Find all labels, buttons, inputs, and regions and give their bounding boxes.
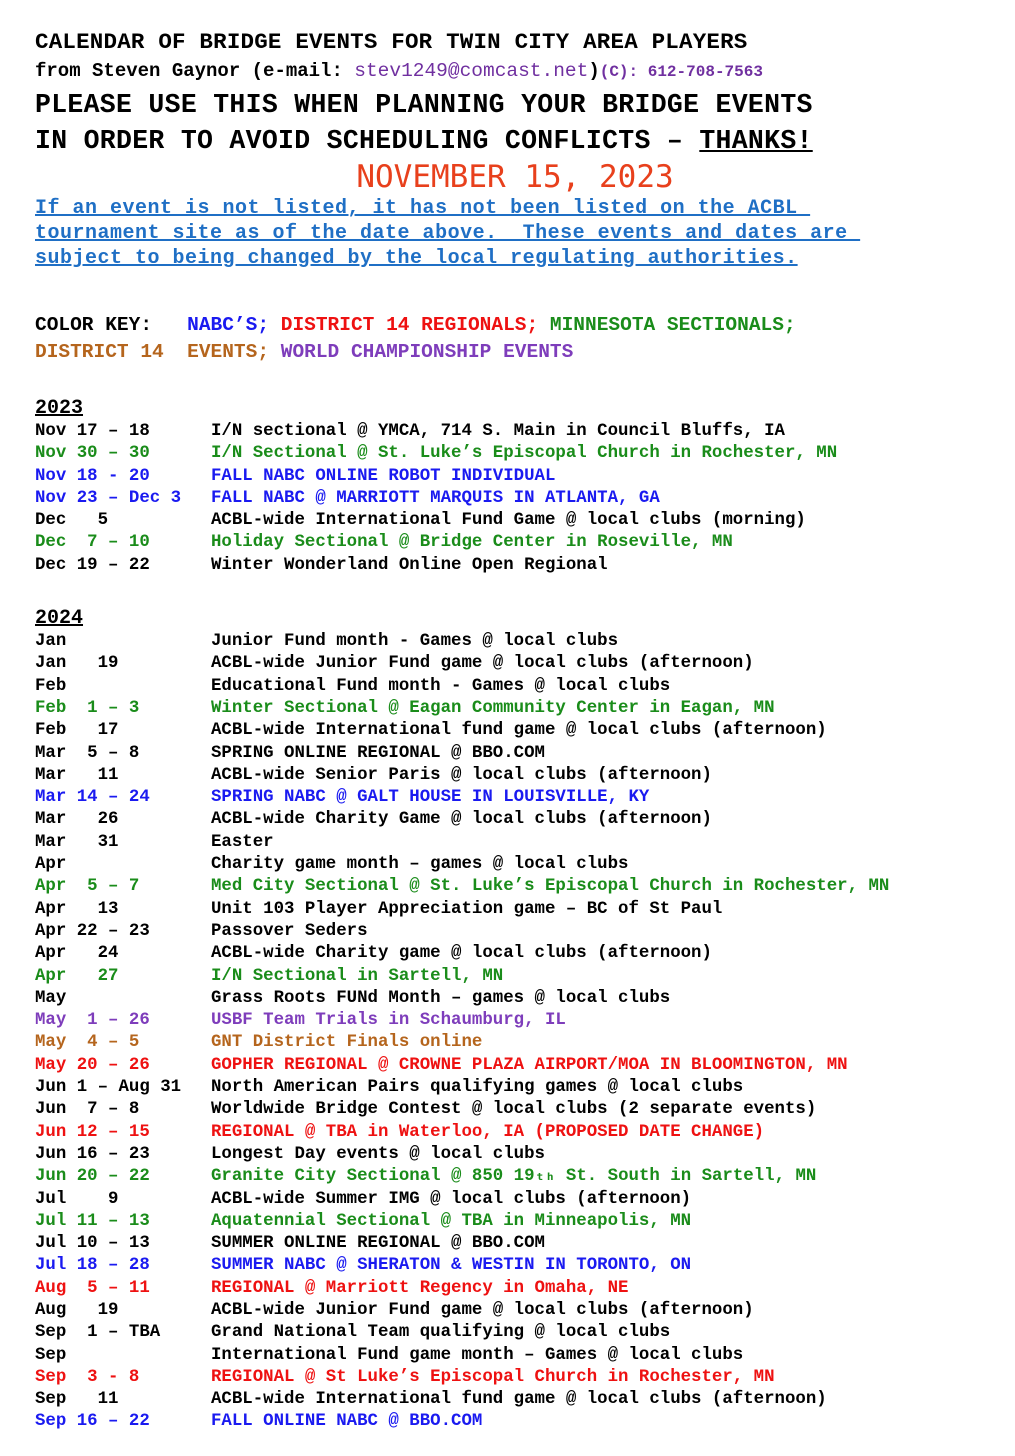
event-date: Nov 23 – Dec 3 — [35, 488, 182, 508]
thanks-text: THANKS! — [699, 126, 813, 156]
event-date: Feb 1 – 3 — [35, 698, 140, 718]
event-date: Jul 18 – 28 — [35, 1256, 150, 1276]
author-phone: (C): 612-708-7563 — [599, 63, 763, 81]
event-date: Aug 5 – 11 — [35, 1278, 150, 1298]
event-description: I/N Sectional @ St. Luke’s Episcopal Church in Rochester, MN — [211, 444, 838, 464]
event-description: I/N sectional @ YMCA, 714 S. Main in Council Bluffs, IA — [211, 422, 785, 441]
event-date: Apr 24 — [35, 944, 119, 964]
event-row — [35, 921, 1010, 943]
calendar-date: NOVEMBER 15, 2023 — [356, 159, 674, 195]
event-description: ACBL-wide Charity game @ local clubs (afternoon) — [211, 944, 712, 964]
event-date: Nov 17 – 18 — [35, 422, 150, 441]
event-row — [35, 854, 1010, 876]
event-date: Jan — [35, 632, 67, 652]
event-description: Winter Sectional @ Eagan Community Center in Eagan, MN — [211, 698, 775, 718]
event-row — [35, 510, 1010, 532]
event-date: Apr 22 – 23 — [35, 921, 150, 941]
event-row — [35, 1389, 1010, 1411]
event-row — [35, 555, 1010, 577]
event-date: Dec 5 — [35, 511, 109, 531]
event-date: Nov 30 – 30 — [35, 444, 150, 464]
event-row — [35, 1300, 1010, 1322]
document-title: CALENDAR OF BRIDGE EVENTS FOR TWIN CITY AREA PLAYERS — [35, 29, 748, 55]
event-description: SUMMER NABC @ SHERATON & WESTIN IN TORONTO, ON — [211, 1256, 692, 1276]
event-row — [35, 421, 1010, 443]
color-key-regionals: DISTRICT 14 REGIONALS; — [269, 314, 539, 336]
event-row — [35, 1010, 1010, 1032]
event-date: May 4 – 5 — [35, 1033, 140, 1053]
event-date: May — [35, 988, 67, 1008]
event-date: Feb 17 — [35, 721, 119, 741]
event-row — [35, 1278, 1010, 1300]
event-row — [35, 631, 1010, 653]
event-description: Holiday Sectional @ Bridge Center in Roseville, MN — [211, 533, 733, 553]
color-key-nabc: NABC’S; — [187, 314, 270, 336]
event-row — [35, 787, 1010, 809]
event-description: International Fund game month – Games @ local clubs — [211, 1345, 744, 1365]
event-row — [35, 532, 1010, 554]
event-row — [35, 1411, 1010, 1433]
event-description: FALL NABC @ MARRIOTT MARQUIS IN ATLANTA, GA — [211, 488, 660, 508]
event-row — [35, 809, 1010, 831]
color-key-label: COLOR KEY: — [35, 314, 188, 336]
disclaimer-line: tournament site as of the date above. These events and dates are — [35, 222, 861, 245]
event-date: Apr 27 — [35, 966, 119, 986]
event-description: GNT District Finals online — [211, 1033, 483, 1053]
event-date: Mar 5 – 8 — [35, 743, 140, 763]
event-row — [35, 1189, 1010, 1211]
event-date: Jul 10 – 13 — [35, 1234, 150, 1254]
event-description: Educational Fund month - Games @ local clubs — [211, 676, 671, 696]
event-row — [35, 1055, 1010, 1077]
event-date: Apr 5 – 7 — [35, 877, 140, 897]
event-description: Med City Sectional @ St. Luke’s Episcopal Church in Rochester, MN — [211, 877, 890, 897]
event-row — [35, 1367, 1010, 1389]
event-date: Dec 7 – 10 — [35, 533, 150, 553]
event-date: Nov 18 - 20 — [35, 466, 150, 486]
event-date: Jun 16 – 23 — [35, 1144, 150, 1164]
event-row — [35, 1255, 1010, 1277]
author-line — [35, 56, 1010, 87]
planning-notice-text: IN ORDER TO AVOID SCHEDULING CONFLICTS – — [35, 126, 700, 156]
event-row — [35, 1032, 1010, 1054]
event-description: Worldwide Bridge Contest @ local clubs (2 separate events) — [211, 1100, 817, 1120]
event-description: ACBL-wide Senior Paris @ local clubs (afternoon) — [211, 765, 712, 785]
event-description: ACBL-wide Summer IMG @ local clubs (afternoon) — [211, 1189, 692, 1209]
event-description: Aquatennial Sectional @ TBA in Minneapolis, MN — [211, 1211, 692, 1231]
event-description: FALL ONLINE NABC @ BBO.COM — [211, 1412, 483, 1432]
event-row — [35, 1345, 1010, 1367]
event-date: Jan 19 — [35, 654, 119, 674]
event-description: REGIONAL @ St Luke’s Episcopal Church in Rochester, MN — [211, 1367, 775, 1387]
event-date: Mar 26 — [35, 810, 119, 830]
event-row — [35, 1144, 1010, 1166]
color-key-sectionals: MINNESOTA SECTIONALS; — [538, 314, 796, 336]
event-row — [35, 899, 1010, 921]
event-description: ACBL-wide International fund game @ local clubs (afternoon) — [211, 721, 827, 741]
event-description: SUMMER ONLINE REGIONAL @ BBO.COM — [211, 1234, 545, 1254]
event-description: FALL NABC ONLINE ROBOT INDIVIDUAL — [211, 466, 556, 486]
event-description: GOPHER REGIONAL @ CROWNE PLAZA AIRPORT/MOA IN BLOOMINGTON, MN — [211, 1055, 848, 1075]
event-description: Junior Fund month - Games @ local clubs — [211, 632, 619, 652]
disclaimer-note — [35, 195, 1010, 272]
event-description: Passover Seders — [211, 921, 368, 941]
color-key-world: WORLD CHAMPIONSHIP EVENTS — [269, 341, 574, 363]
event-row — [35, 676, 1010, 698]
event-row — [35, 443, 1010, 465]
event-date: Mar 11 — [35, 765, 119, 785]
event-row — [35, 698, 1010, 720]
author-email-link[interactable]: stev1249@comcast.net — [354, 60, 589, 82]
event-description: Easter — [211, 832, 274, 852]
event-description: ACBL-wide International Fund Game @ local clubs (morning) — [211, 511, 806, 531]
event-row — [35, 832, 1010, 854]
event-date: Mar 14 – 24 — [35, 788, 150, 808]
author-prefix: from Steven Gaynor (e-mail: — [35, 60, 355, 82]
author-close: ) — [588, 60, 600, 82]
event-date: May 20 – 26 — [35, 1055, 150, 1075]
event-description: North American Pairs qualifying games @ local clubs — [211, 1078, 744, 1098]
event-description: SPRING ONLINE REGIONAL @ BBO.COM — [211, 743, 545, 763]
event-row — [35, 1211, 1010, 1233]
event-date: Sep — [35, 1345, 67, 1365]
event-description: ACBL-wide Charity Game @ local clubs (afternoon) — [211, 810, 712, 830]
event-date: Jul 11 – 13 — [35, 1211, 150, 1231]
event-description: ACBL-wide Junior Fund game @ local clubs (afternoon) — [211, 654, 754, 674]
event-date: Sep 11 — [35, 1390, 119, 1410]
color-key-line-2 — [35, 339, 1010, 366]
event-row — [35, 1322, 1010, 1344]
event-description: Longest Day events @ local clubs — [211, 1144, 545, 1164]
color-key-district-events: DISTRICT 14 EVENTS; — [35, 341, 270, 363]
event-date: May 1 – 26 — [35, 1011, 150, 1031]
event-description: ACBL-wide Junior Fund game @ local clubs (afternoon) — [211, 1300, 754, 1320]
color-key — [35, 312, 1010, 339]
event-description: I/N Sectional in Sartell, MN — [211, 966, 504, 986]
event-row — [35, 988, 1010, 1010]
event-description: Grand National Team qualifying @ local clubs — [211, 1323, 671, 1343]
event-date: Feb — [35, 676, 67, 696]
event-date: Apr — [35, 855, 67, 875]
event-row — [35, 1099, 1010, 1121]
year-heading: 2024 — [35, 607, 84, 631]
calendar-document — [35, 28, 1010, 1434]
event-date: Jun 1 – Aug 31 — [35, 1078, 182, 1098]
event-date: Mar 31 — [35, 832, 119, 852]
year-section-2023 — [35, 397, 1010, 577]
year-heading: 2023 — [35, 397, 84, 420]
planning-notice-line-1: PLEASE USE THIS WHEN PLANNING YOUR BRIDGE EVENTS — [35, 90, 813, 120]
event-date: Jul 9 — [35, 1189, 119, 1209]
event-row — [35, 653, 1010, 675]
disclaimer-line: subject to being changed by the local regulating authorities. — [35, 247, 798, 270]
event-row — [35, 876, 1010, 898]
event-row — [35, 466, 1010, 488]
event-date: Jun 20 – 22 — [35, 1167, 150, 1187]
event-date: Apr 13 — [35, 899, 119, 919]
event-row — [35, 743, 1010, 765]
event-description: USBF Team Trials in Schaumburg, IL — [211, 1011, 566, 1031]
event-row — [35, 1166, 1010, 1188]
event-description: REGIONAL @ TBA in Waterloo, IA (PROPOSED DATE CHANGE) — [211, 1122, 765, 1142]
event-row — [35, 720, 1010, 742]
event-row — [35, 765, 1010, 787]
event-description: REGIONAL @ Marriott Regency in Omaha, NE — [211, 1278, 629, 1298]
event-date: Dec 19 – 22 — [35, 555, 150, 575]
event-row — [35, 1233, 1010, 1255]
event-row — [35, 488, 1010, 510]
event-description: Granite City Sectional @ 850 19ₜₕ St. South in Sartell, MN — [211, 1167, 817, 1187]
event-description: Winter Wonderland Online Open Regional — [211, 555, 608, 575]
event-description: Grass Roots FUNd Month – games @ local clubs — [211, 988, 671, 1008]
year-section-2024 — [35, 607, 1010, 1434]
event-date: Jun 12 – 15 — [35, 1122, 150, 1142]
disclaimer-line: If an event is not listed, it has not been listed on the ACBL — [35, 197, 811, 220]
event-row — [35, 1077, 1010, 1099]
event-description: ACBL-wide International fund game @ local clubs (afternoon) — [211, 1390, 827, 1410]
event-date: Sep 1 – TBA — [35, 1323, 161, 1343]
event-description: Charity game month – games @ local clubs — [211, 855, 629, 875]
event-row — [35, 943, 1010, 965]
event-date: Sep 3 - 8 — [35, 1367, 140, 1387]
event-date: Aug 19 — [35, 1300, 119, 1320]
event-calendar — [35, 397, 1010, 1434]
event-row — [35, 966, 1010, 988]
event-description: Unit 103 Player Appreciation game – BC of St Paul — [211, 899, 723, 919]
event-row — [35, 1122, 1010, 1144]
event-date: Sep 16 – 22 — [35, 1412, 150, 1432]
event-description: SPRING NABC @ GALT HOUSE IN LOUISVILLE, KY — [211, 788, 650, 808]
event-date: Jun 7 – 8 — [35, 1100, 140, 1120]
planning-notice-line-2 — [35, 123, 1010, 159]
